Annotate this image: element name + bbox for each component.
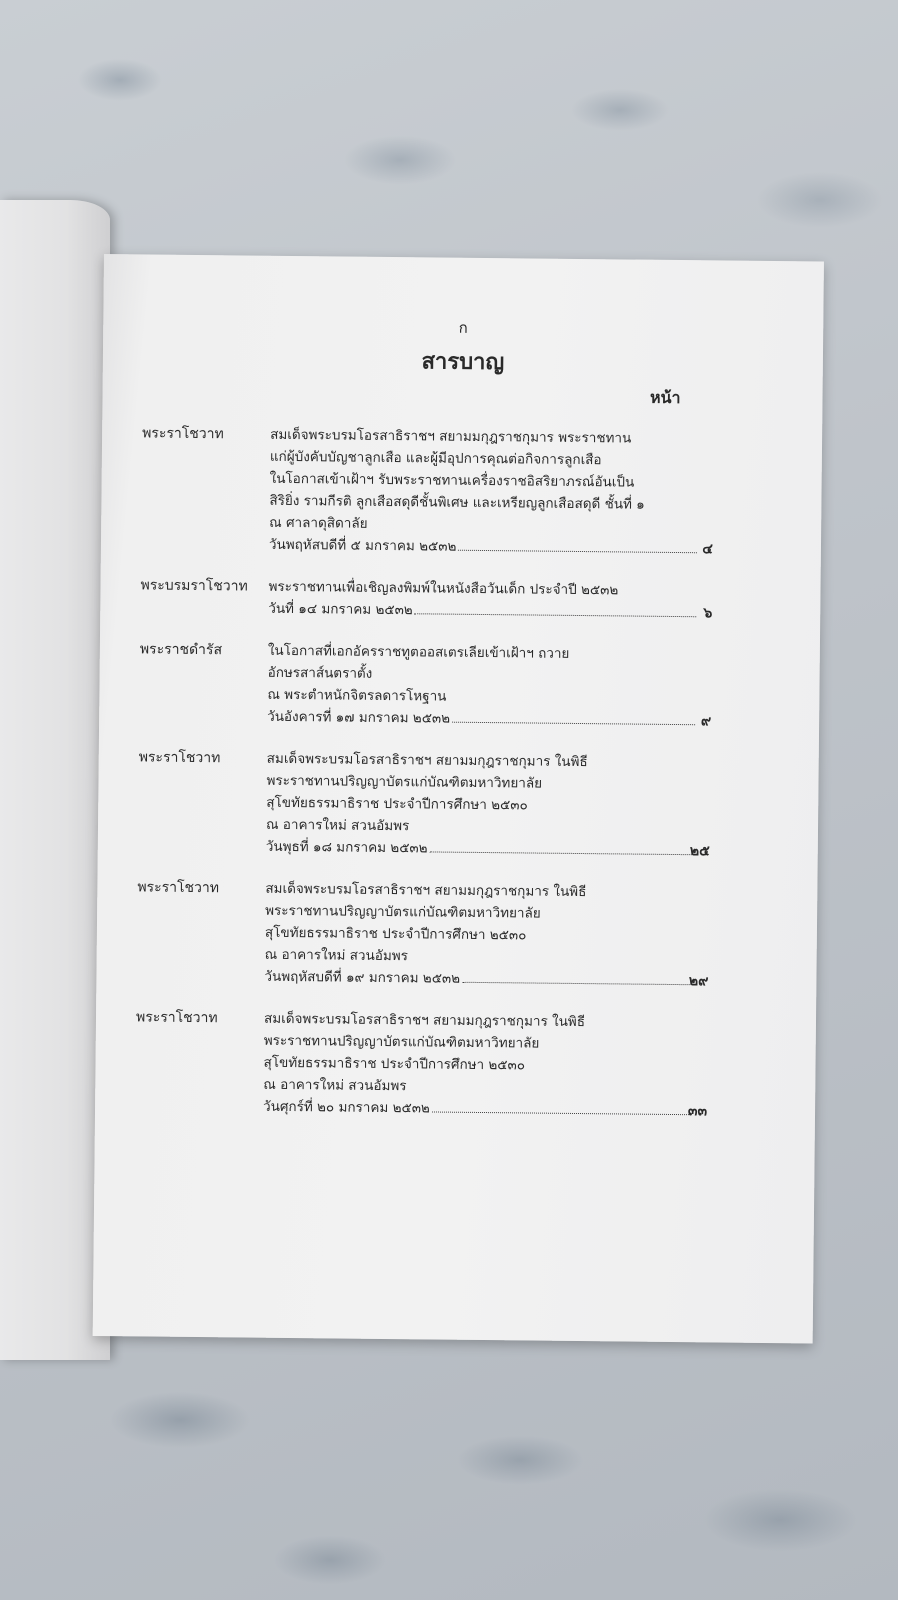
toc-entry-line: อักษรสาส์นตราตั้ง bbox=[267, 664, 373, 682]
dot-leader bbox=[452, 721, 695, 726]
toc-entry-line: สิริยิ่ง รามกีรติ ลูกเสือสดุดีชั้นพิเศษ และเหรียญลูกเสือสดุดี ชั้นที่ ๑ bbox=[269, 492, 645, 513]
toc-entry-line: ณ อาคารใหม่ สวนอัมพร bbox=[265, 816, 410, 835]
toc-entry-category: พระราโชวาท bbox=[142, 425, 224, 443]
toc-entry-line: ในโอกาสที่เอกอัครราชทูตออสเตรเลียเข้าเฝ้าฯ ถวาย bbox=[267, 642, 570, 662]
page-title: สารบาญ bbox=[421, 348, 505, 376]
toc-entry-description bbox=[263, 1008, 696, 1123]
toc-entry-line: พระราชทานปริญญาบัตรแก่บัณฑิตมหาวิทยาลัย bbox=[266, 772, 543, 792]
toc-entry-description bbox=[264, 878, 697, 993]
contents-page bbox=[93, 254, 824, 1343]
dot-leader bbox=[430, 850, 694, 855]
toc-entry-date-row bbox=[263, 1096, 695, 1123]
toc-entry bbox=[139, 638, 712, 732]
toc-entry-category: พระบรมราโชวาท bbox=[140, 577, 248, 595]
toc-entry-date: วันพฤหัสบดีที่ ๑๙ มกราคม ๒๕๓๒ bbox=[264, 968, 461, 987]
toc-entry-category: พระราโชวาท bbox=[138, 749, 221, 767]
toc-entry-line: สุโขทัยธรรมาธิราช ประจำปีการศึกษา ๒๕๓๐ bbox=[266, 794, 528, 814]
toc-entry-category: พระราชดำรัส bbox=[139, 641, 223, 659]
dot-leader bbox=[415, 612, 697, 617]
toc-entry-line: สมเด็จพระบรมโอรสาธิราชฯ สยามมกุฎราชกุมาร พระราชทาน bbox=[270, 426, 632, 447]
toc-entry-date-row bbox=[268, 598, 700, 625]
page-letter: ก bbox=[458, 318, 468, 337]
toc-entry-description bbox=[268, 576, 700, 625]
toc-entries bbox=[135, 422, 714, 1142]
toc-entry-description bbox=[266, 748, 699, 863]
toc-entry bbox=[135, 1006, 708, 1122]
toc-entry bbox=[140, 574, 713, 624]
dot-leader bbox=[458, 549, 697, 553]
toc-entry-line: สมเด็จพระบรมโอรสาธิราชฯ สยามมกุฎราชกุมาร ในพิธี bbox=[265, 880, 587, 901]
toc-entry-line: พระราชทานเพื่อเชิญลงพิมพ์ในหนังสือวันเด็ก ประจำปี ๒๕๓๒ bbox=[268, 578, 619, 599]
toc-entry-date: วันพุธที่ ๑๘ มกราคม ๒๕๓๒ bbox=[265, 838, 428, 857]
toc-entry-page-number: ๖ bbox=[703, 605, 713, 622]
toc-entry-description bbox=[269, 424, 702, 561]
toc-entry-date-row bbox=[267, 706, 699, 733]
toc-entry-line: พระราชทานปริญญาบัตรแก่บัณฑิตมหาวิทยาลัย bbox=[265, 902, 541, 922]
toc-entry-line: แก่ผู้บังคับบัญชาลูกเสือ และผู้มีอุปการคุณต่อกิจการลูกเสือ bbox=[269, 448, 602, 469]
toc-entry-page-number: ๔ bbox=[702, 541, 714, 558]
toc-entry-line: สมเด็จพระบรมโอรสาธิราชฯ สยามมกุฎราชกุมาร ในพิธี bbox=[266, 750, 588, 771]
toc-entry bbox=[141, 422, 714, 560]
toc-entry bbox=[138, 746, 710, 862]
toc-entry-date: วันศุกร์ที่ ๒๐ มกราคม ๒๕๓๒ bbox=[262, 1098, 430, 1117]
toc-entry-category: พระราโชวาท bbox=[135, 1009, 218, 1027]
page-column-header: หน้า bbox=[649, 387, 681, 408]
toc-entry-category: พระราโชวาท bbox=[137, 879, 220, 897]
toc-entry-line: ณ อาคารใหม่ สวนอัมพร bbox=[264, 946, 409, 965]
toc-entry-line: ณ ศาลาดุสิดาลัย bbox=[269, 514, 368, 532]
toc-entry-page-number: ๓๓ bbox=[687, 1103, 708, 1120]
toc-entry-line: ในโอกาสเข้าเฝ้าฯ รับพระราชทานเครื่องราชอิสริยาภรณ์อันเป็น bbox=[269, 470, 635, 491]
toc-entry-page-number: ๒๙ bbox=[688, 973, 709, 990]
toc-entry-page-number: ๒๕ bbox=[689, 843, 710, 860]
toc-entry-line: สุโขทัยธรรมาธิราช ประจำปีการศึกษา ๒๕๓๐ bbox=[263, 1054, 526, 1074]
toc-entry-date: วันที่ ๑๔ มกราคม ๒๕๓๒ bbox=[268, 600, 413, 619]
toc-entry-description bbox=[267, 640, 700, 733]
toc-entry-line: ณ พระตำหนักจิตรลดารโหฐาน bbox=[267, 686, 447, 705]
toc-entry-line: สมเด็จพระบรมโอรสาธิราชฯ สยามมกุฎราชกุมาร ในพิธี bbox=[263, 1010, 586, 1031]
toc-entry-date-row bbox=[264, 966, 696, 993]
toc-entry-date: วันพฤหัสบดีที่ ๕ มกราคม ๒๕๓๒ bbox=[268, 536, 457, 555]
toc-entry-date-row bbox=[269, 534, 701, 561]
toc-entry-page-number: ๙ bbox=[700, 713, 712, 730]
toc-entry-date-row bbox=[266, 836, 698, 863]
dot-leader bbox=[432, 1110, 691, 1115]
toc-entry-date: วันอังคารที่ ๑๗ มกราคม ๒๕๓๒ bbox=[267, 708, 451, 727]
toc-entry-line: พระราชทานปริญญาบัตรแก่บัณฑิตมหาวิทยาลัย bbox=[263, 1032, 540, 1052]
dot-leader bbox=[462, 981, 692, 985]
toc-entry-line: ณ อาคารใหม่ สวนอัมพร bbox=[263, 1076, 407, 1095]
toc-entry-line: สุโขทัยธรรมาธิราช ประจำปีการศึกษา ๒๕๓๐ bbox=[264, 924, 527, 944]
toc-entry bbox=[136, 876, 709, 992]
